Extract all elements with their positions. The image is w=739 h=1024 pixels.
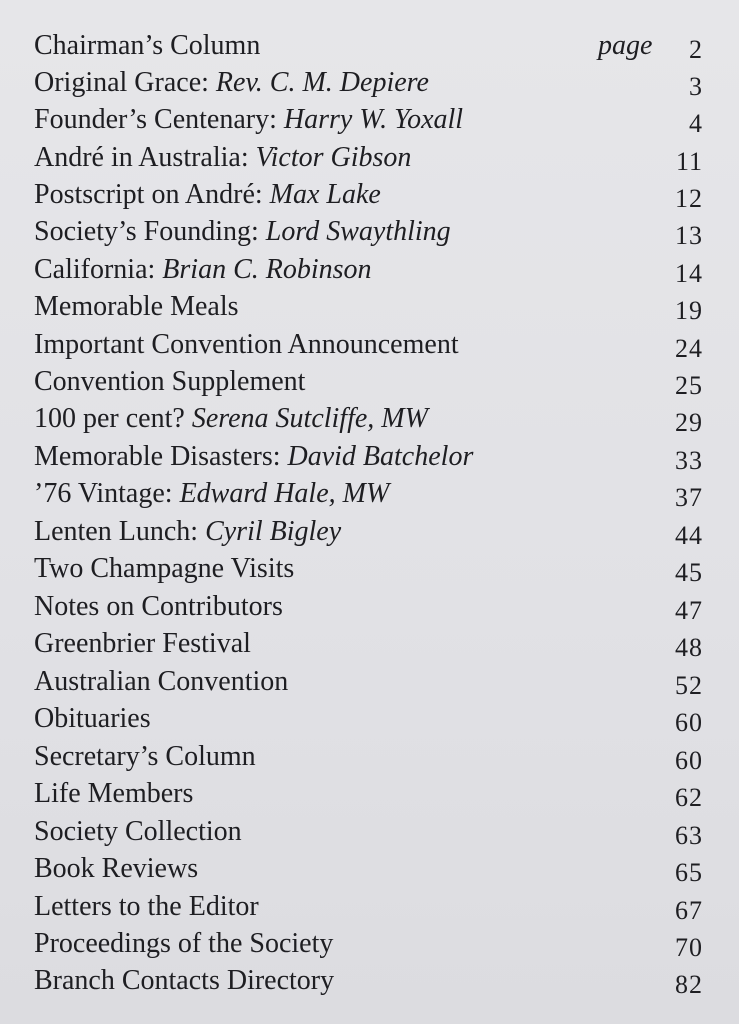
entry-title	[34, 214, 451, 250]
entry-title-text: California:	[34, 254, 163, 285]
page-number: 47	[675, 596, 703, 625]
page-number: 33	[675, 446, 703, 475]
toc-entry	[0, 364, 739, 400]
entry-title-text: Society’s Founding:	[34, 216, 266, 247]
entry-title-text: Australian Convention	[34, 666, 289, 697]
entry-author: Harry W. Yoxall	[283, 104, 464, 135]
page-number: 2	[689, 35, 703, 64]
entry-title-text: Notes on Contributors	[34, 591, 283, 622]
entry-title-text: 100 per cent?	[34, 403, 192, 434]
entry-title	[34, 926, 333, 962]
entry-title	[34, 851, 198, 887]
entry-title	[34, 476, 389, 512]
entry-title-text: Important Convention Announcement	[34, 329, 459, 360]
toc-entry	[0, 401, 739, 437]
page-number: 13	[675, 221, 703, 250]
toc-entry	[0, 476, 739, 512]
entry-author: Serena Sutcliffe, MW	[191, 403, 428, 434]
entry-title	[34, 252, 372, 288]
page-number: 65	[675, 858, 703, 887]
entry-title	[34, 364, 305, 400]
entry-title-text: Book Reviews	[34, 853, 199, 884]
page-label: page	[598, 30, 653, 61]
entry-title-text: Greenbrier Festival	[34, 628, 251, 659]
toc-entry	[0, 177, 739, 213]
entry-title-text: Society Collection	[34, 816, 242, 847]
page-number: 60	[675, 708, 703, 737]
entry-author: Rev. C. M. Depiere	[215, 67, 429, 98]
toc-entry	[0, 926, 739, 962]
entry-title	[34, 401, 428, 437]
toc-entry	[0, 252, 739, 288]
entry-title	[34, 551, 294, 587]
toc-entry	[0, 439, 739, 475]
entry-author: Victor Gibson	[255, 142, 412, 173]
entry-title	[34, 327, 459, 363]
entry-author: David Batchelor	[287, 441, 474, 472]
page-number: 52	[675, 671, 703, 700]
toc-entry	[0, 589, 739, 625]
entry-title	[34, 28, 260, 64]
page-number: 45	[675, 558, 703, 587]
entry-author: Cyril Bigley	[205, 516, 342, 547]
toc-entry	[0, 851, 739, 887]
entry-title	[34, 289, 239, 325]
entry-title-text: Original Grace:	[34, 67, 216, 98]
entry-title-text: Branch Contacts Directory	[34, 965, 335, 996]
entry-title-text: André in Australia:	[34, 142, 256, 173]
entry-title-text: Memorable Disasters:	[34, 441, 288, 472]
entry-title-text: Postscript on André:	[34, 179, 270, 210]
entry-title	[34, 626, 251, 662]
page-number: 63	[675, 821, 703, 850]
toc-entry	[0, 814, 739, 850]
entry-title-text: Obituaries	[34, 703, 151, 734]
toc-entry	[0, 102, 739, 138]
entry-title	[34, 814, 242, 850]
page-number: 4	[689, 109, 703, 138]
entry-title	[34, 701, 151, 737]
entry-title	[34, 177, 381, 213]
toc-entry	[0, 664, 739, 700]
toc-entry	[0, 626, 739, 662]
entry-title-text: Letters to the Editor	[34, 891, 259, 922]
page-number: 37	[675, 483, 703, 512]
toc-entry	[0, 551, 739, 587]
toc-entry	[0, 289, 739, 325]
entry-title	[34, 776, 193, 812]
page-number: 19	[675, 296, 703, 325]
page-number: 11	[675, 147, 703, 176]
toc-entry	[0, 327, 739, 363]
entry-title-text: Lenten Lunch:	[34, 516, 206, 547]
entry-title	[34, 140, 411, 176]
toc-entry	[0, 214, 739, 250]
entry-title	[34, 102, 463, 138]
toc-entry	[0, 739, 739, 775]
toc-entry	[0, 65, 739, 101]
entry-author: Brian C. Robinson	[162, 254, 372, 285]
page-number: 82	[675, 970, 703, 999]
entry-title-text: Chairman’s Column	[34, 30, 261, 61]
entry-title-text: ’76 Vintage:	[34, 478, 180, 509]
entry-title	[34, 439, 473, 475]
entry-title	[34, 739, 256, 775]
page-number: 29	[675, 408, 703, 437]
toc-entry	[0, 776, 739, 812]
entry-title-text: Life Members	[34, 778, 194, 809]
entry-title	[34, 514, 341, 550]
page-number: 25	[675, 371, 703, 400]
toc-entry	[0, 701, 739, 737]
entry-title	[34, 664, 288, 700]
page-number: 70	[675, 933, 703, 962]
entry-author: Edward Hale, MW	[179, 478, 390, 509]
page-number: 67	[675, 896, 703, 925]
page-number: 24	[675, 334, 703, 363]
toc-entry	[0, 963, 739, 999]
page-number: 3	[689, 72, 703, 101]
entry-title-text: Memorable Meals	[34, 291, 239, 322]
page-number: 62	[675, 783, 703, 812]
entry-author: Max Lake	[269, 179, 381, 210]
entry-title-text: Two Champagne Visits	[34, 553, 295, 584]
toc-entry	[0, 140, 739, 176]
entry-author: Lord Swaythling	[265, 216, 451, 247]
entry-title	[34, 889, 259, 925]
page-number: 44	[675, 521, 703, 550]
page-number: 48	[675, 633, 703, 662]
page-number: 14	[675, 259, 703, 288]
entry-title	[34, 589, 283, 625]
toc-entry	[0, 514, 739, 550]
page-number: 60	[675, 746, 703, 775]
entry-title-text: Proceedings of the Society	[34, 928, 334, 959]
toc-entry	[0, 28, 739, 64]
entry-title-text: Founder’s Centenary:	[34, 104, 284, 135]
entry-title	[34, 65, 429, 101]
entry-title-text: Secretary’s Column	[34, 741, 256, 772]
entry-title	[34, 963, 334, 999]
toc-entry	[0, 889, 739, 925]
entry-title-text: Convention Supplement	[34, 366, 306, 397]
page-number: 12	[675, 184, 703, 213]
